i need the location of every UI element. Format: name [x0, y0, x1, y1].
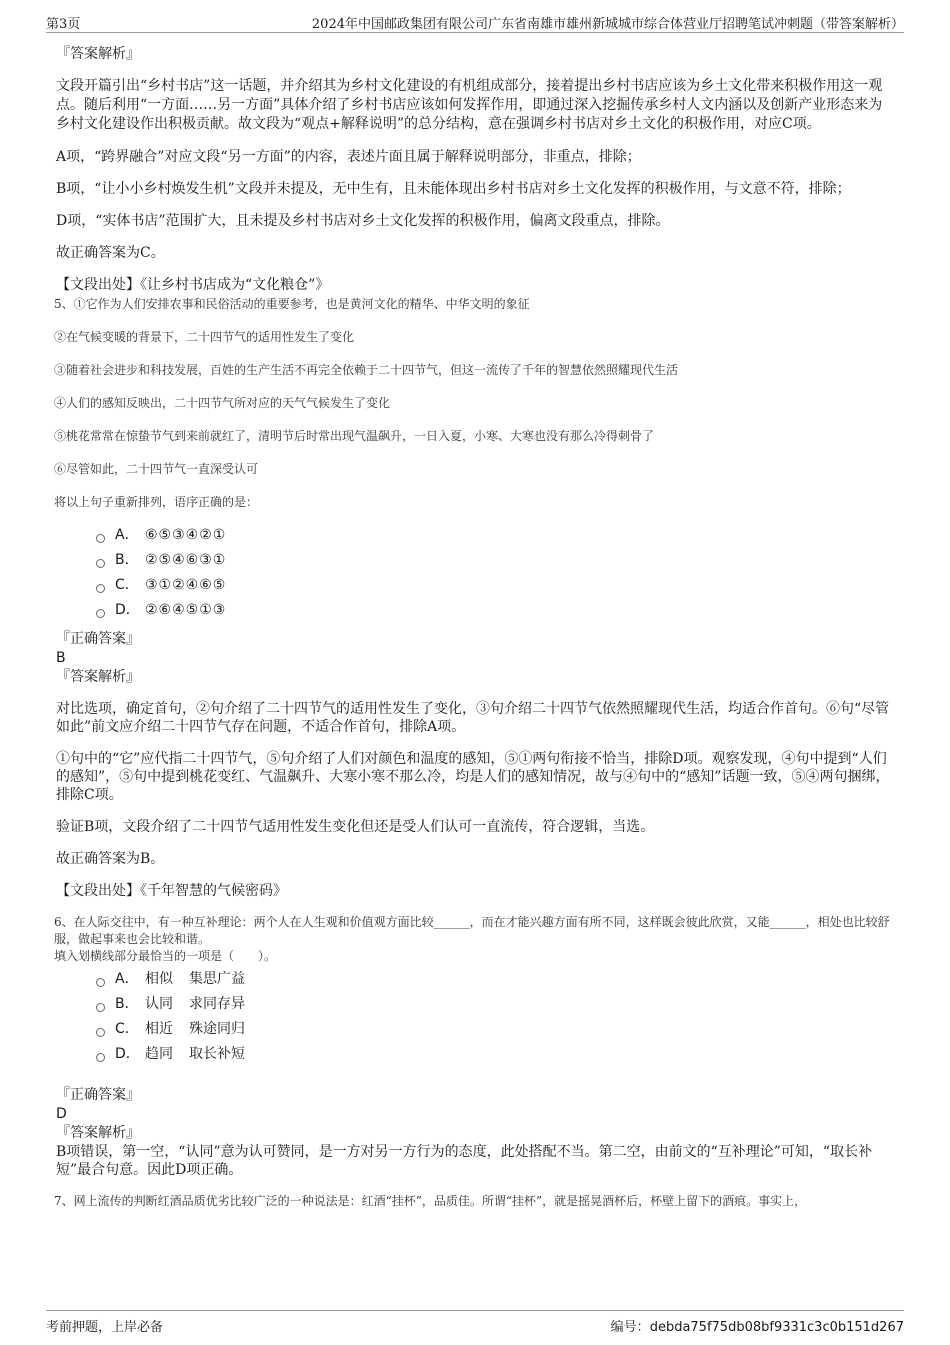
- q5-sentence-6: ⑥尽管如此，二十四节气一直深受认可: [54, 462, 259, 476]
- radio-icon[interactable]: [96, 584, 105, 593]
- q6-answer-label: 『正确答案』: [56, 1087, 140, 1103]
- q6-analysis-label: 『答案解析』: [56, 1125, 140, 1141]
- code-value: debda75f75db08bf9331c3c0b151d267: [649, 1320, 904, 1335]
- option-text: ③①②④⑥⑤: [145, 577, 227, 593]
- q5-answer-label: 『正确答案』: [56, 631, 140, 647]
- code-label: 编号：: [610, 1320, 650, 1335]
- q6-stem: 6、在人际交往中，有一种互补理论：两个人在人生观和价值观方面比较______，而在才能兴趣方面有所不同，这样既会彼此欣赏，又能______，相处也比较舒服，做起事来也会比较和谐。: [54, 915, 890, 946]
- radio-icon[interactable]: [96, 559, 105, 568]
- q5-option-c[interactable]: [96, 573, 894, 598]
- option-text: ②⑥④⑤①③: [145, 602, 227, 618]
- q5-option-b[interactable]: [96, 548, 894, 573]
- option-word-2: 集思广益: [189, 971, 245, 987]
- option-word-1: 相似: [145, 971, 173, 987]
- option-word-1: 相近: [145, 1021, 173, 1037]
- radio-icon[interactable]: [96, 534, 105, 543]
- q4-analysis-p2: A项，“跨界融合”对应文段“另一方面”的内容，表述片面且属于解释说明部分，非重点，排除；: [56, 149, 641, 165]
- radio-icon[interactable]: [96, 1053, 105, 1062]
- option-letter: B．: [115, 552, 139, 568]
- q5-analysis-label: 『答案解析』: [56, 669, 140, 685]
- q5-sentence-4: ④人们的感知反映出，二十四节气所对应的天气气候发生了变化: [54, 396, 391, 410]
- option-word-1: 认同: [145, 996, 173, 1012]
- radio-icon[interactable]: [96, 1028, 105, 1037]
- q4-analysis-label: 『答案解析』: [56, 46, 140, 62]
- q6-analysis-p1: B项错误，第一空，“认同”意为认可赞同，是一方对另一方行为的态度，此处搭配不当。第二空，由前文的“互补理论”可知，“取长补短”最合句意。因此D项正确。: [56, 1144, 873, 1178]
- document-title: 2024年中国邮政集团有限公司广东省南雄市雄州新城城市综合体营业厅招聘笔试冲刺题（带答案解析）: [311, 17, 904, 32]
- q5-source: 【文段出处】《千年智慧的气候密码》: [56, 883, 287, 899]
- page-header: [46, 10, 904, 33]
- q4-analysis-p3: B项，“让小小乡村焕发生机”文段并未提及，无中生有，且未能体现出乡村书店对乡土文化发挥的积极作用，与文意不符，排除；: [56, 181, 851, 197]
- q4-source: 【文段出处】《让乡村书店成为“文化粮仓”》: [56, 277, 330, 293]
- option-letter: C．: [115, 1021, 139, 1037]
- q6-option-a[interactable]: [96, 967, 894, 992]
- option-letter: D．: [115, 602, 140, 618]
- option-letter: D．: [115, 1046, 140, 1062]
- q5-answer: B: [56, 650, 66, 666]
- option-word-2: 求同存异: [189, 996, 245, 1012]
- q5-prompt: 将以上句子重新排列，语序正确的是：: [54, 495, 259, 509]
- option-letter: A．: [115, 971, 139, 987]
- option-word-2: 取长补短: [189, 1046, 245, 1062]
- q5-analysis-p2: ①句中的“它”应代指二十四节气，⑤句介绍了人们对颜色和温度的感知，⑤①两句衔接不恰当，排除D项。观察发现，④句中提到“人们的感知”，⑤句中提到桃花变红、气温飙升、大寒小寒不那么冷，均是人们的感知情况，故与④句中的“感知”话题一致，⑤④两句捆绑，排除C项。: [56, 751, 890, 803]
- q4-analysis-p1: 文段开篇引出“乡村书店”这一话题，并介绍其为乡村文化建设的有机组成部分，接着提出乡村书店应该为乡土文化带来积极作用这一观点。随后利用“一方面……另一方面”具体介绍了乡村书店应该如何发挥作用，即通过深入挖掘传承乡村人文内涵以及创新产业形态来为乡村文化建设作出积极贡献。故文段为“观点+解释说明”的总分结构，意在强调乡村书店对乡土文化的积极作用，对应C项。: [56, 78, 883, 132]
- q5-analysis-p1: 对比选项，确定首句，②句介绍了二十四节气的适用性发生了变化，③句介绍二十四节气依然照耀现代生活，均适合作首句。⑥句“尽管如此”前文应介绍二十四节气存在问题，不适合作首句，排除A项。: [56, 701, 890, 735]
- radio-icon[interactable]: [96, 1003, 105, 1012]
- option-text: ②⑤④⑥③①: [145, 552, 227, 568]
- option-text: ⑥⑤③④②①: [145, 527, 227, 543]
- radio-icon[interactable]: [96, 609, 105, 618]
- page-content: [56, 44, 894, 1210]
- option-letter: A．: [115, 527, 139, 543]
- footer-code: [611, 1316, 904, 1335]
- q5-option-d[interactable]: [96, 598, 894, 623]
- q5-analysis-p4: 故正确答案为B。: [56, 851, 165, 867]
- q4-analysis-p4: D项，“实体书店”范围扩大，且未提及乡村书店对乡土文化发挥的积极作用，偏离文段重点，排除。: [56, 213, 670, 229]
- q5-sentence-1: 5、①它作为人们安排农事和民俗活动的重要参考，也是黄河文化的精华、中华文明的象征: [54, 297, 530, 311]
- option-word-2: 殊途同归: [189, 1021, 245, 1037]
- q7-stem: 7、网上流传的判断红酒品质优劣比较广泛的一种说法是：红酒“挂杯”，品质佳。所谓“挂杯”，就是摇晃酒杯后，杯壁上留下的酒痕。事实上，: [54, 1194, 807, 1208]
- q6-options: [56, 967, 894, 1067]
- radio-icon[interactable]: [96, 978, 105, 987]
- q6-option-b[interactable]: [96, 992, 894, 1017]
- page-footer: [46, 1310, 904, 1335]
- footer-slogan: 考前押题，上岸必备: [46, 1320, 164, 1335]
- option-letter: C．: [115, 577, 139, 593]
- q4-analysis-p5: 故正确答案为C。: [56, 245, 165, 261]
- q5-analysis-p3: 验证B项，文段介绍了二十四节气适用性发生变化但还是受人们认可一直流传，符合逻辑，当选。: [56, 819, 655, 835]
- q5-options: [56, 523, 894, 623]
- q6-instruction: 填入划横线部分最恰当的一项是（ ）。: [54, 949, 277, 963]
- page-number: 第3页: [46, 17, 81, 32]
- q5-sentence-5: ⑤桃花常常在惊蛰节气到来前就红了，清明节后时常出现气温飙升，一日入夏，小寒、大寒也没有那么冷得刺骨了: [54, 429, 655, 443]
- option-letter: B．: [115, 996, 139, 1012]
- q5-sentence-3: ③随着社会进步和科技发展，百姓的生产生活不再完全依赖于二十四节气，但这一流传了千年的智慧依然照耀现代生活: [54, 363, 679, 377]
- q5-sentence-2: ②在气候变暖的背景下，二十四节气的适用性发生了变化: [54, 330, 355, 344]
- q6-option-c[interactable]: [96, 1017, 894, 1042]
- q5-option-a[interactable]: [96, 523, 894, 548]
- option-word-1: 趋同: [145, 1046, 173, 1062]
- q6-option-d[interactable]: [96, 1042, 894, 1067]
- q6-answer: D: [56, 1106, 67, 1122]
